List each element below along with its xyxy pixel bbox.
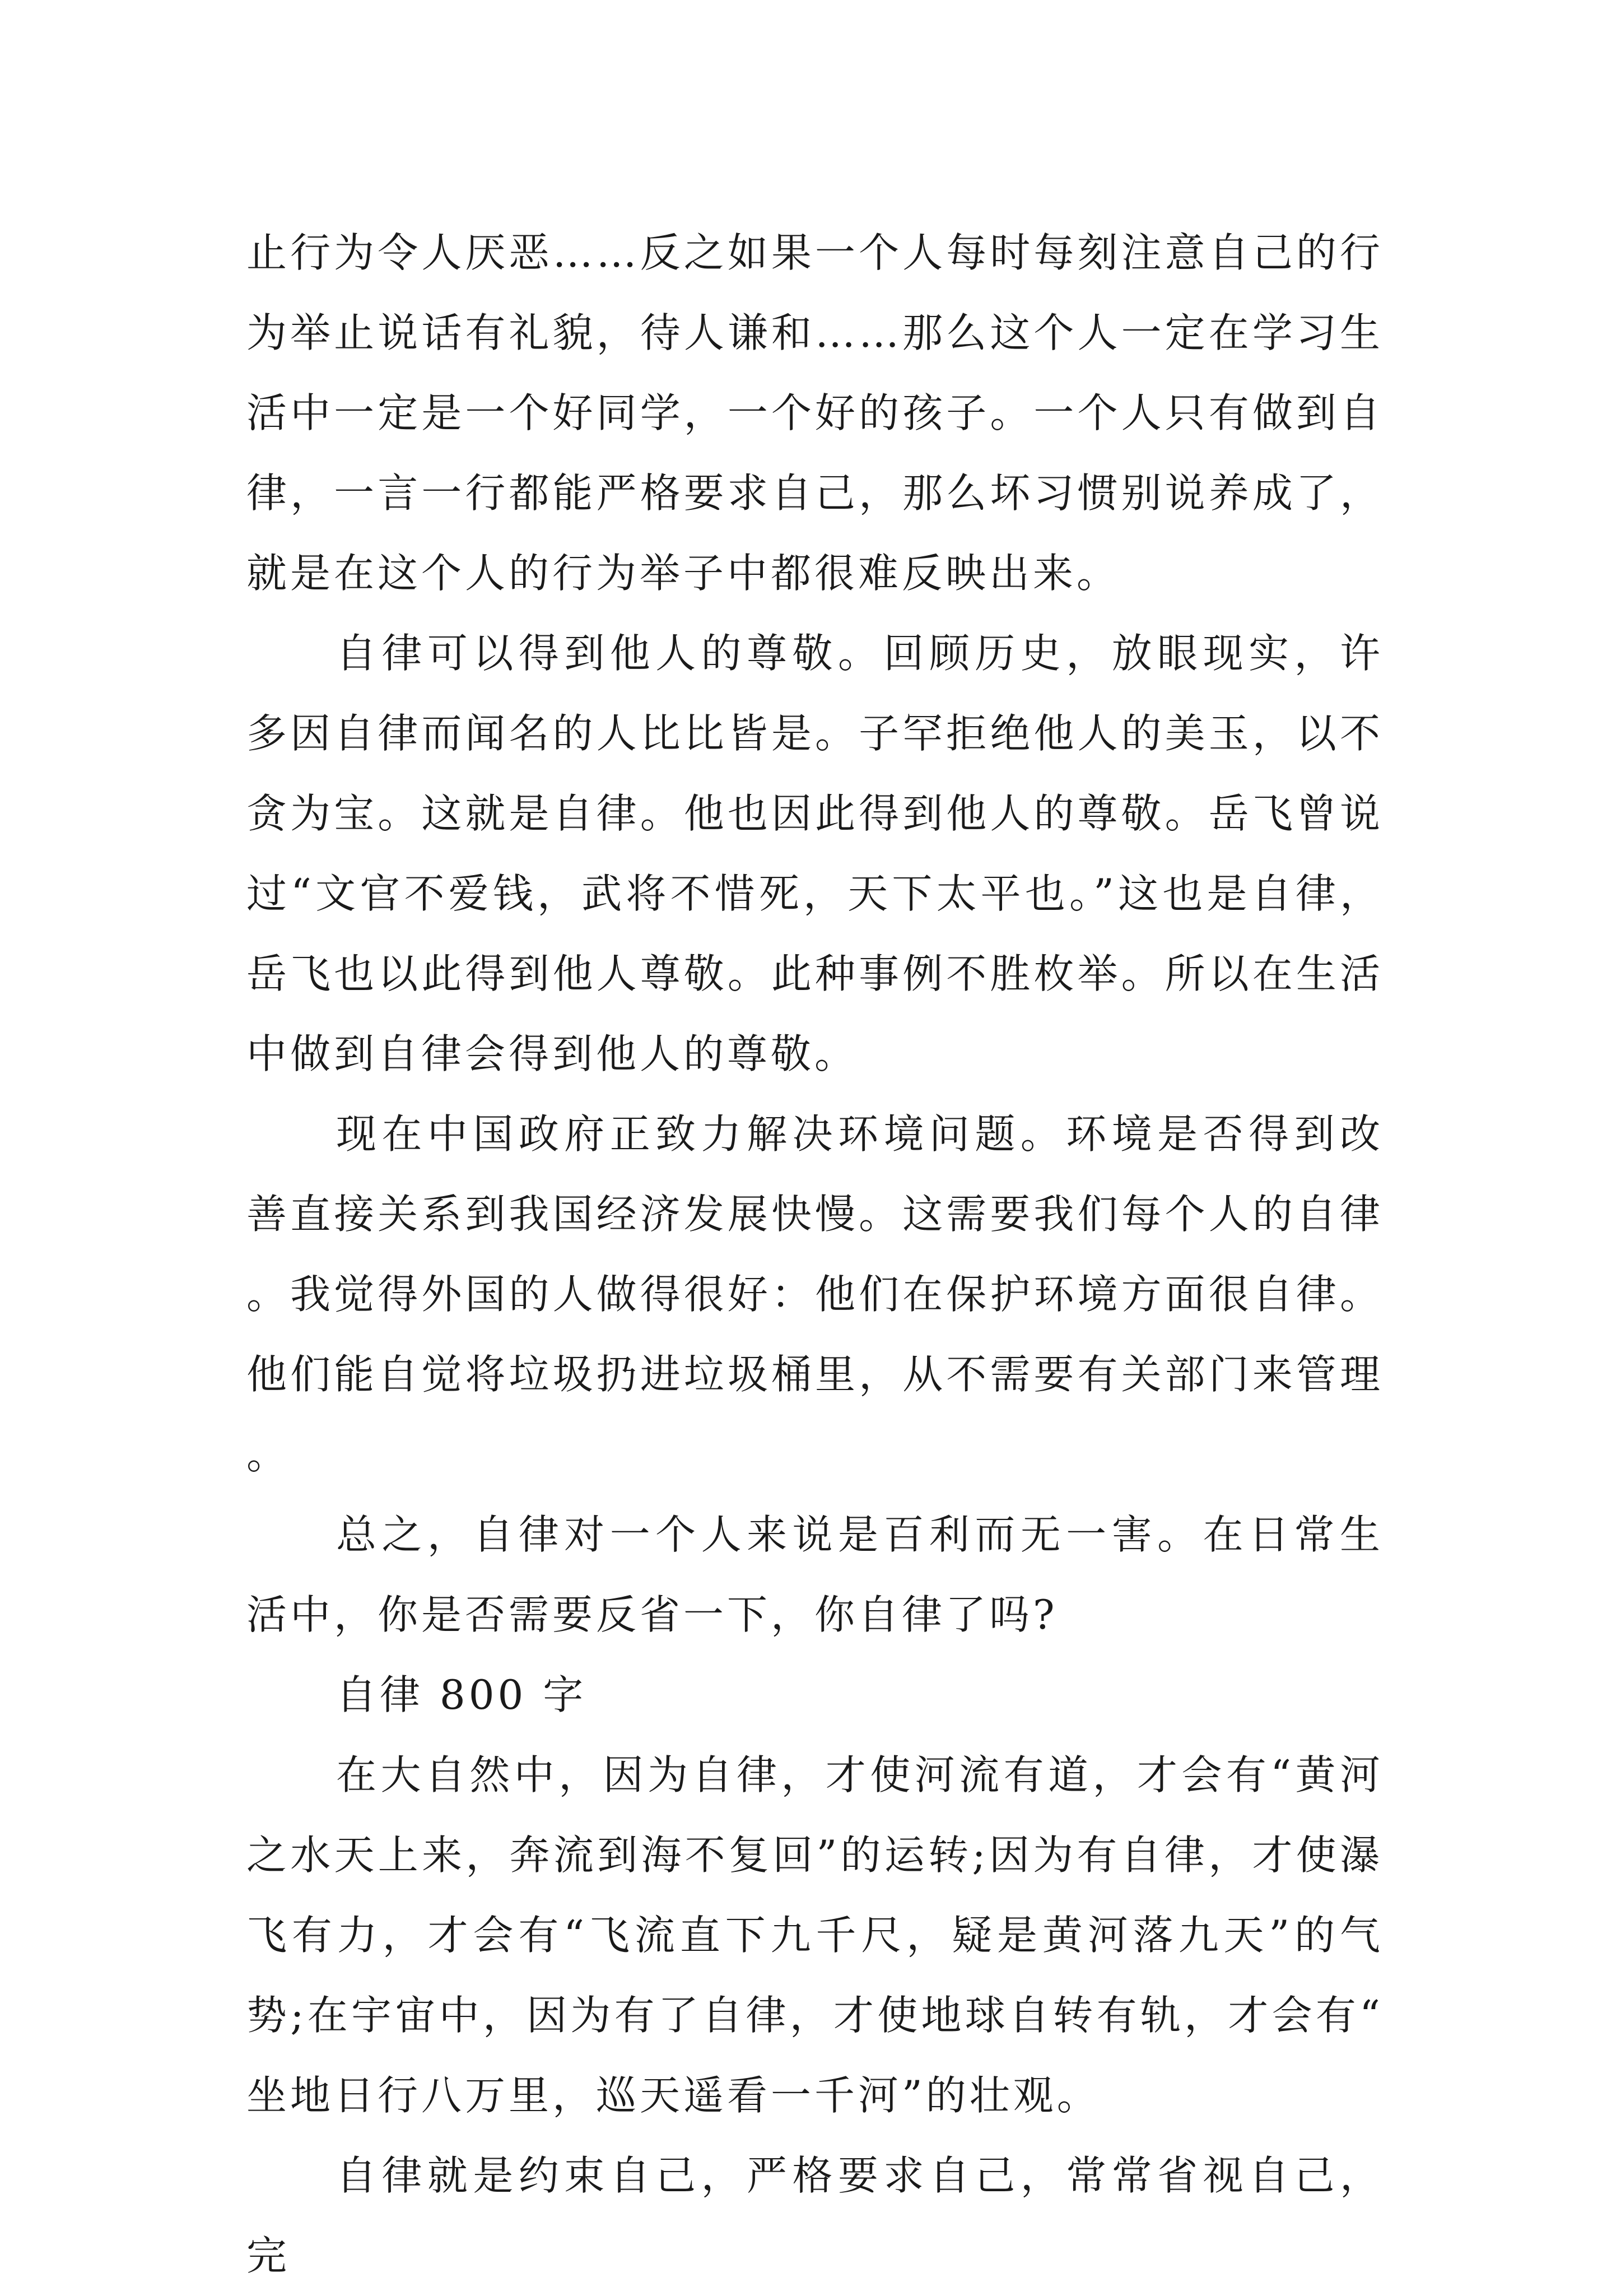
paragraph-6: 自律就是约束自己，严格要求自己，常常省视自己，完 [246,2152,1384,2279]
paragraph-2: 自律可以得到他人的尊敬。回顾历史，放眼现实，许多因自律而闻名的人比比皆是。子罕拒绝他人的美玉，以不贪为宝。这就是自律。他也因此得到他人的尊敬。岳飞曾说过“文官不爱钱，武将不惜死，天下太平也。”这也是自律，岳飞也以此得到他人尊敬。此种事例不胜枚举。所以在生活中做到自律会得到他人的尊敬。 [246,630,1384,1077]
paragraph-3: 现在中国政府正致力解决环境问题。环境是否得到改善直接关系到我国经济发展快慢。这需要我们每个人的自律。我觉得外国的人做得很好：他们在保护环境方面很自律。他们能自觉将垃圾扔进垃圾桶里，从不需要有关部门来管理。 [246,1110,1384,1478]
paragraph-1: 止行为令人厌恶……反之如果一个人每时每刻注意自己的行为举止说话有礼貌，待人谦和……那么这个人一定在学习生活中一定是一个好同学，一个好的孩子。一个人只有做到自律，一言一行都能严格要求自己，那么坏习惯别说养成了，就是在这个人的行为举子中都很难反映出来。 [246,229,1384,597]
document-body [246,213,1384,2296]
section-heading: 自律 800 字 [336,1671,587,1718]
paragraph-4: 总之，自律对一个人来说是百利而无一害。在日常生活中，你是否需要反省一下，你自律了吗? [246,1511,1384,1638]
paragraph-5: 在大自然中，因为自律，才使河流有道，才会有“黄河之水天上来，奔流到海不复回”的运转;因为有自律，才使瀑飞有力，才会有“飞流直下九千尺，疑是黄河落九天”的气势;在宇宙中，因为有了自律，才使地球自转有轨，才会有“坐地日行八万里，巡天遥看一千河”的壮观。 [246,1751,1384,2119]
